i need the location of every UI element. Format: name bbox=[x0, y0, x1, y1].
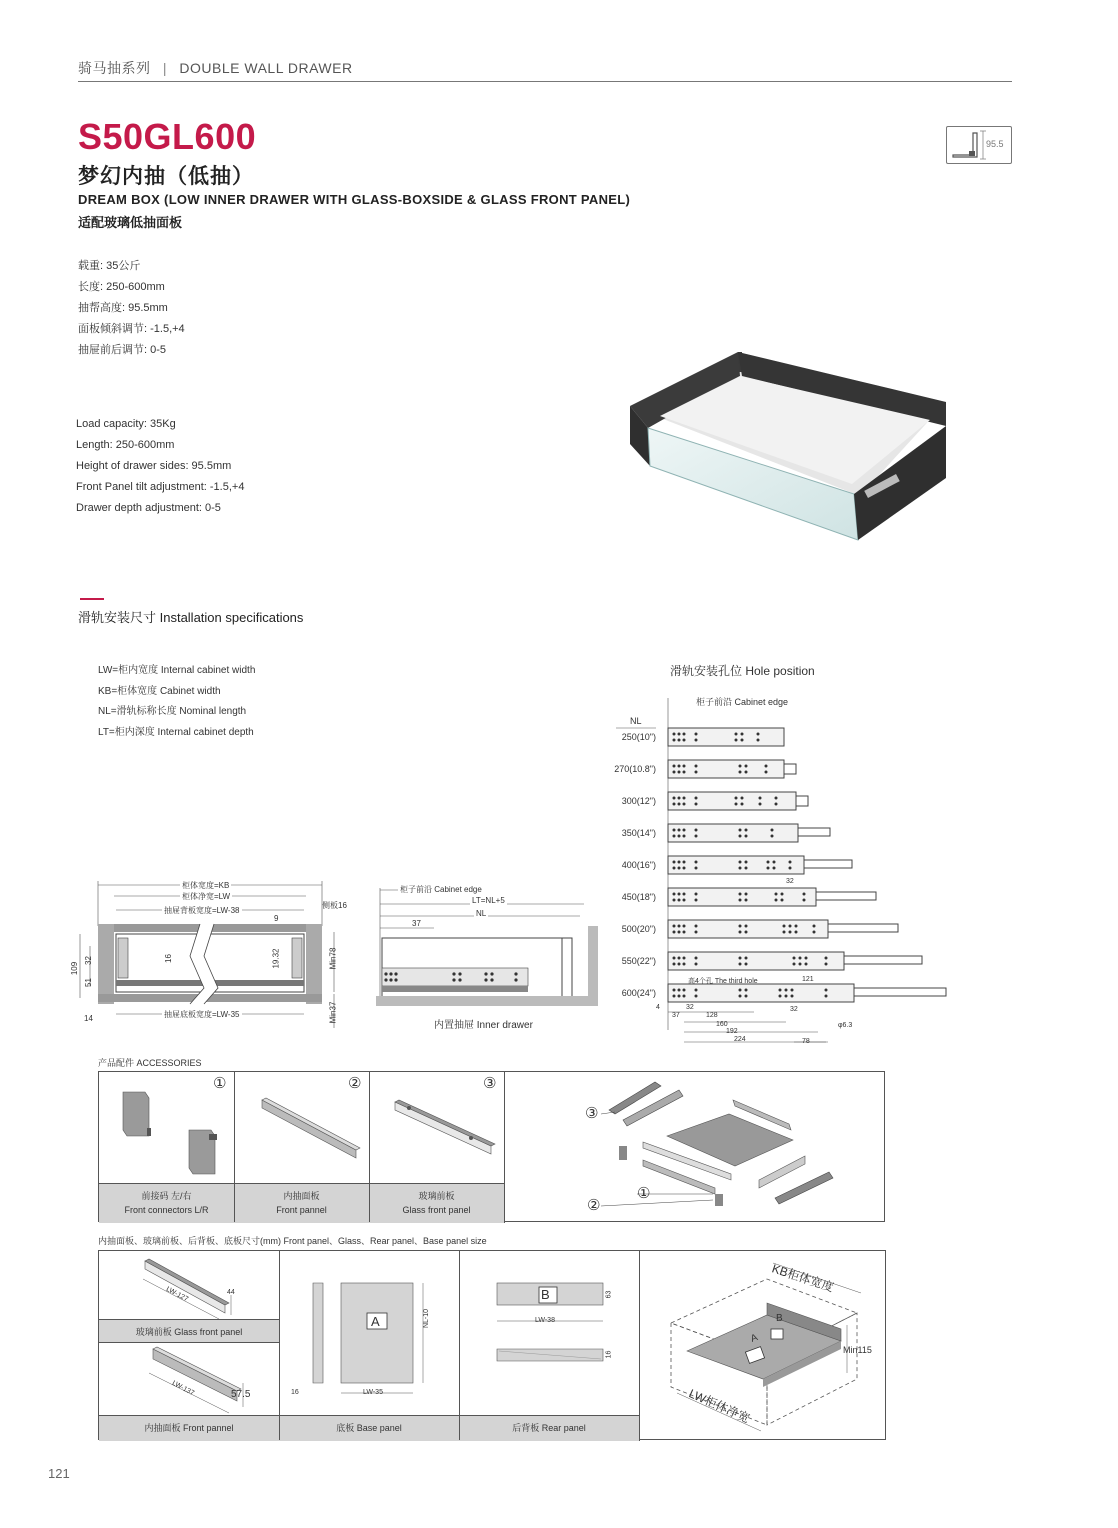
spec-length-en: Length: 250-600mm bbox=[76, 439, 175, 451]
base-w: LW-35 bbox=[363, 1389, 383, 1396]
hole-dim-224: 224 bbox=[734, 1036, 746, 1043]
side-lt: LT=NL+5 bbox=[472, 896, 505, 905]
height-badge bbox=[946, 126, 1012, 164]
hole-dim-192: 192 bbox=[726, 1028, 738, 1035]
dim-lw: 柜体净宽=LW bbox=[182, 892, 231, 901]
accessories-table bbox=[98, 1071, 885, 1222]
base-label: 底板 Base panel bbox=[336, 1423, 402, 1433]
nl-size-500: 500(20") bbox=[621, 924, 656, 934]
base-d: NL-10 bbox=[423, 1308, 431, 1329]
rear-mark: B bbox=[541, 1287, 550, 1302]
rear-t: 16 bbox=[605, 1350, 613, 1359]
specs-zh bbox=[78, 256, 185, 361]
rear-panel-drawing bbox=[469, 1271, 639, 1411]
title-zh: 梦幻内抽（低抽） bbox=[78, 165, 254, 188]
acc-2-zh: 内抽面板 bbox=[283, 1191, 320, 1201]
spec-tilt-en: Front Panel tilt adjustment: -1.5,+4 bbox=[76, 481, 245, 493]
iso-kb: KB柜体宽度 bbox=[770, 1261, 836, 1295]
hole-dim-4: 4 bbox=[656, 1004, 660, 1011]
dim-min37: Min37 bbox=[328, 1001, 338, 1024]
section-accent bbox=[80, 598, 104, 600]
legend-lw: LW=柜内宽度 Internal cabinet width bbox=[98, 665, 256, 676]
hole-dim-37: 37 bbox=[672, 1012, 680, 1019]
side-37: 37 bbox=[412, 919, 421, 928]
dim-rear: 抽屉背板宽度=LW-38 bbox=[164, 906, 240, 915]
installation-title: 滑轨安装尺寸 Installation specifications bbox=[78, 610, 304, 625]
dim-16: 16 bbox=[163, 954, 173, 963]
nl-size-600: 600(24") bbox=[621, 988, 656, 998]
nl-size-270: 270(10.8") bbox=[614, 764, 656, 774]
spec-length-zh: 长度: 250-600mm bbox=[78, 281, 165, 293]
spec-height-en: Height of drawer sides: 95.5mm bbox=[76, 460, 232, 472]
specs-en bbox=[76, 414, 244, 519]
spec-load-zh: 载重: 35公斤 bbox=[78, 260, 141, 272]
front-h: 57.5 bbox=[231, 1389, 251, 1400]
explode-label-3: ③ bbox=[585, 1105, 599, 1122]
dim-side: 侧板16 bbox=[322, 901, 347, 910]
dim-32: 32 bbox=[83, 956, 93, 965]
explode-label-2: ② bbox=[587, 1197, 601, 1214]
glass-panel-drawing bbox=[139, 1255, 279, 1319]
hole-dim-phi: φ6.3 bbox=[838, 1022, 853, 1029]
panels-table bbox=[98, 1250, 886, 1440]
acc-1-zh: 前接码 左/右 bbox=[141, 1191, 192, 1201]
page-header bbox=[78, 58, 353, 78]
category-name: DOUBLE WALL DRAWER bbox=[179, 60, 353, 76]
drawer-product-image bbox=[620, 346, 950, 546]
glass-h: 44 bbox=[227, 1289, 235, 1296]
front-label: 内抽面板 Front pannel bbox=[144, 1423, 234, 1433]
iso-b: B bbox=[776, 1313, 783, 1324]
iso-lw: LW柜体净宽 bbox=[686, 1386, 752, 1426]
front-panel-image bbox=[244, 1086, 364, 1182]
iso-a: A bbox=[749, 1332, 760, 1345]
hole-dim-32c: 32 bbox=[790, 1006, 798, 1013]
nl-size-450: 450(18") bbox=[621, 892, 656, 902]
holes-nl-header: NL bbox=[630, 716, 642, 726]
dim-9: 9 bbox=[274, 914, 279, 923]
hole-dim-78: 78 bbox=[802, 1038, 810, 1045]
side-caption: 内置抽屉 Inner drawer bbox=[434, 1020, 533, 1031]
glass-label: 玻璃前板 Glass front panel bbox=[135, 1327, 243, 1337]
holes-edge: 柜子前沿 Cabinet edge bbox=[696, 697, 789, 707]
dim-min78: Min78 bbox=[328, 947, 338, 970]
hole-dim-128: 128 bbox=[706, 1012, 718, 1019]
exploded-assembly-image bbox=[579, 1076, 879, 1220]
iso-min: Min115 bbox=[843, 1345, 872, 1355]
page-number: 121 bbox=[48, 1466, 70, 1481]
holes-title: 滑轨安装孔位 Hole position bbox=[670, 664, 815, 678]
nl-size-350: 350(14") bbox=[621, 828, 656, 838]
dim-19: 19.32 bbox=[271, 948, 281, 969]
legend-lt: LT=柜内深度 Internal cabinet depth bbox=[98, 726, 254, 738]
series-name: 骑马抽系列 bbox=[78, 60, 151, 76]
nl-size-300: 300(12") bbox=[621, 796, 656, 806]
nl-size-550: 550(22") bbox=[621, 956, 656, 966]
hole-dim-32b: 32 bbox=[686, 1004, 694, 1011]
spec-tilt-zh: 面板倾斜调节: -1.5,+4 bbox=[78, 323, 185, 335]
acc-2-en: Front pannel bbox=[276, 1205, 327, 1215]
dim-kb: 柜体宽度=KB bbox=[182, 881, 230, 890]
explode-label-1: ① bbox=[637, 1185, 651, 1202]
panels-title: 内抽面板、玻璃前板、后背板、底板尺寸(mm) Front panel、Glass、Rear panel、Base panel size bbox=[98, 1236, 487, 1246]
rear-label: 后背板 Rear panel bbox=[512, 1423, 586, 1433]
spec-load-en: Load capacity: 35Kg bbox=[76, 418, 176, 430]
acc-3-en: Glass front panel bbox=[402, 1205, 471, 1215]
acc-num-2: ② bbox=[348, 1075, 362, 1092]
spec-height-zh: 抽帮高度: 95.5mm bbox=[78, 302, 168, 314]
glass-len: LW-127 bbox=[164, 1285, 190, 1304]
front-panel-drawing bbox=[139, 1343, 279, 1415]
base-mark: A bbox=[371, 1314, 380, 1329]
model-number: S50GL600 bbox=[78, 116, 257, 157]
spec-depth-en: Drawer depth adjustment: 0-5 bbox=[76, 502, 221, 514]
height-value: 95.5 bbox=[986, 139, 1004, 149]
side-view-diagram bbox=[376, 882, 606, 1032]
accessories-title: 产品配件 ACCESSORIES bbox=[98, 1058, 202, 1068]
dim-base: 抽屉底板宽度=LW-35 bbox=[164, 1010, 240, 1019]
acc-1-en: Front connectors L/R bbox=[124, 1205, 209, 1215]
legend-nl: NL=滑轨标称长度 Nominal length bbox=[98, 706, 247, 717]
front-connector-image bbox=[109, 1086, 229, 1182]
dim-14: 14 bbox=[84, 1014, 93, 1023]
rear-h: 63 bbox=[605, 1290, 613, 1299]
header-separator: | bbox=[162, 60, 168, 76]
rear-w: LW-38 bbox=[535, 1317, 555, 1324]
hole-dim-32: 32 bbox=[786, 878, 794, 885]
title-en: DREAM BOX (LOW INNER DRAWER WITH GLASS-BOXSIDE & GLASS FRONT PANEL) bbox=[78, 192, 631, 207]
base-t: 16 bbox=[291, 1389, 299, 1396]
hole-dim-160: 160 bbox=[716, 1021, 728, 1028]
dim-109: 109 bbox=[70, 961, 80, 976]
nl-size-400: 400(16") bbox=[621, 860, 656, 870]
cross-section-diagram bbox=[72, 876, 362, 1036]
nl-size-250: 250(10") bbox=[621, 732, 656, 742]
side-edge-label: 柜子前沿 Cabinet edge bbox=[400, 885, 482, 894]
front-len: LW-137 bbox=[170, 1379, 196, 1398]
legend-kb: KB=柜体宽度 Cabinet width bbox=[98, 685, 221, 697]
hole-note: 高4个孔 The third hole bbox=[688, 978, 758, 985]
side-nl: NL bbox=[476, 909, 487, 918]
dimension-legend bbox=[98, 661, 255, 743]
subtitle-zh: 适配玻璃低抽面板 bbox=[78, 215, 183, 230]
hole-dim-121: 121 bbox=[802, 976, 814, 983]
dim-51: 51 bbox=[83, 978, 93, 987]
header-divider bbox=[78, 81, 1012, 82]
spec-depth-zh: 抽屉前后调节: 0-5 bbox=[78, 344, 167, 356]
acc-num-3: ③ bbox=[483, 1075, 497, 1092]
acc-num-1: ① bbox=[213, 1075, 227, 1092]
glass-front-panel-image bbox=[379, 1086, 499, 1182]
acc-3-zh: 玻璃前板 bbox=[418, 1191, 455, 1201]
